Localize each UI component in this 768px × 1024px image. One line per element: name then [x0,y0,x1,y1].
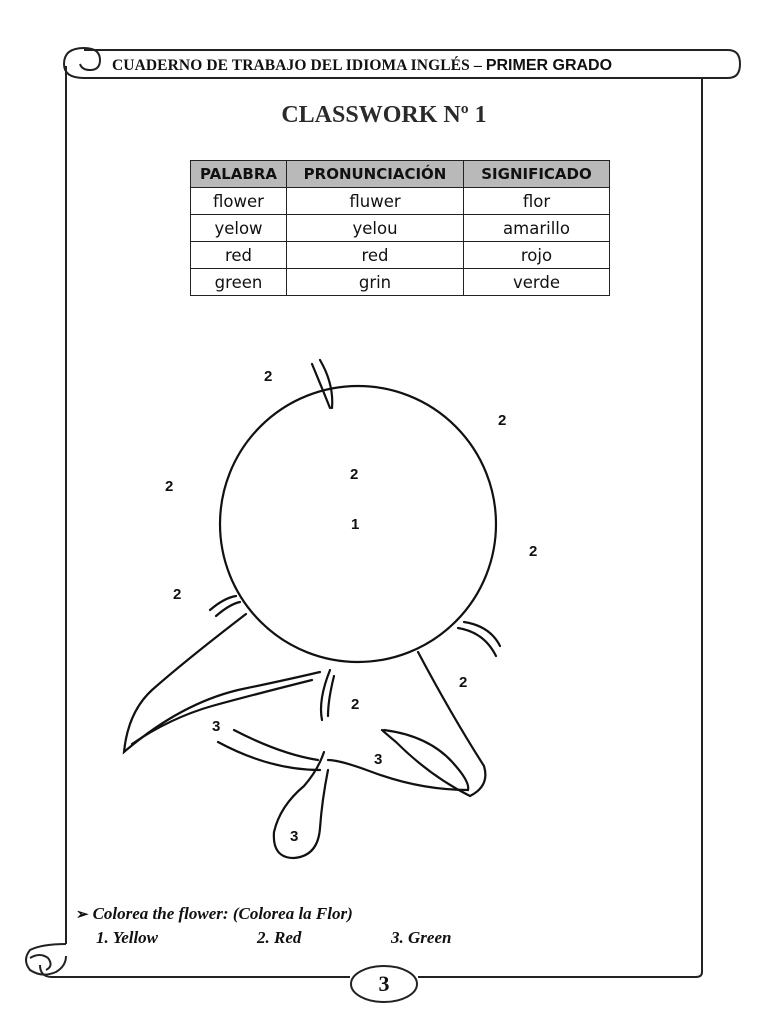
color-label-petal: 2 [350,466,359,483]
color-label-leaf: 3 [290,828,299,845]
lower-right-leaf [328,730,468,790]
instruction-text: Colorea the flower: (Colorea la Flor) [92,904,353,923]
color-label-petal: 2 [351,696,360,713]
instruction [76,904,353,924]
table-cell: fluwer [287,188,464,215]
table-cell: green [191,269,287,296]
column-header: PALABRA [191,161,287,188]
color-label-petal: 2 [459,674,468,691]
column-header: SIGNIFICADO [464,161,610,188]
color-label-leaf: 3 [374,751,383,768]
right-leaf [382,652,485,796]
lower-left-leaf [218,730,320,770]
color-label-petal: 2 [165,478,174,495]
table-cell: rojo [464,242,610,269]
tuft-left [210,596,240,616]
table-cell: grin [287,269,464,296]
color-label-petal: 2 [498,412,507,429]
stamen-top [312,360,332,408]
color-label-leaf: 3 [212,718,221,735]
color-label-center: 1 [351,516,360,533]
color-key-item: 2. Red [257,928,302,947]
table-cell: verde [464,269,610,296]
color-key-item: 1. Yellow [96,928,159,947]
table-cell: red [287,242,464,269]
workbook-title: CUADERNO DE TRABAJO DEL IDIOMA INGLÉS [112,57,470,74]
grade-label: PRIMER GRADO [485,57,613,74]
stem [321,670,334,720]
color-label-petal: 2 [173,586,182,603]
arrow-bullet-icon: ➢ [76,907,89,923]
tuft-right [458,622,500,656]
table-cell: amarillo [464,215,610,242]
page-number: 3 [378,971,390,996]
page-title: CLASSWORK Nº 1 [281,102,487,128]
table-cell: flor [464,188,610,215]
header-dash: – [473,57,482,74]
color-key-item: 3. Green [391,928,452,947]
table-cell: yelou [287,215,464,242]
color-label-petal: 2 [264,368,273,385]
table-cell: flower [191,188,287,215]
column-header: PRONUNCIACIÓN [287,161,464,188]
table-cell: red [191,242,287,269]
color-label-petal: 2 [529,543,538,560]
table-cell: yelow [191,215,287,242]
